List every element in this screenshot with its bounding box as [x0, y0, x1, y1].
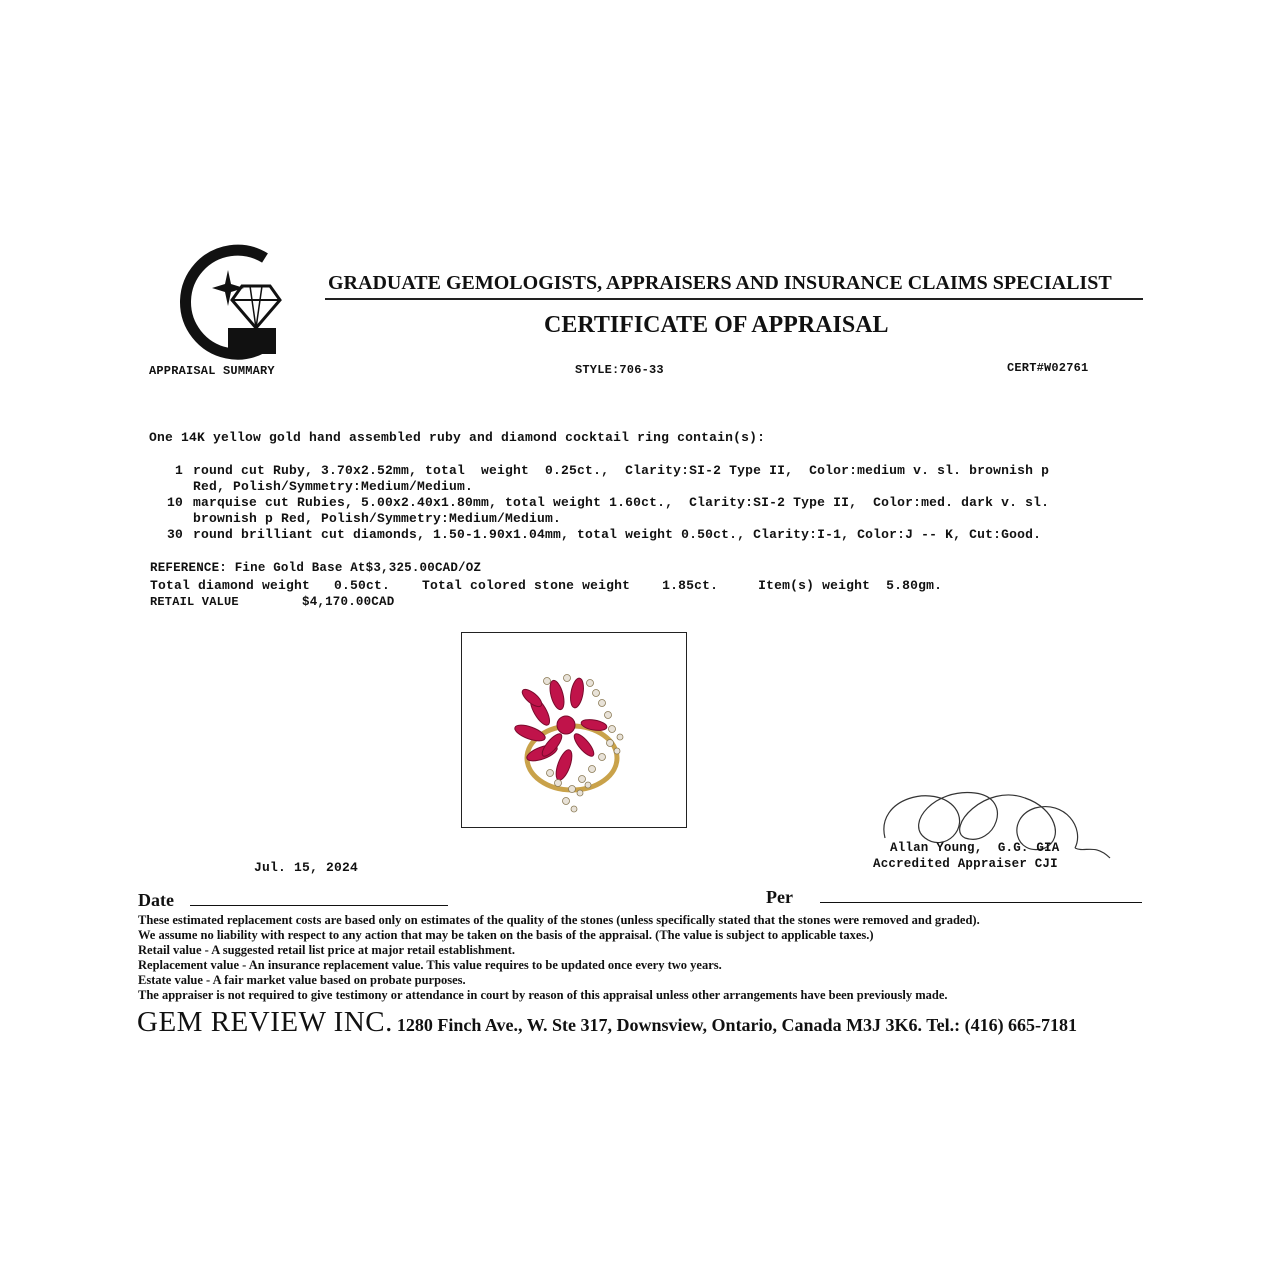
gem-g-logo-icon — [170, 240, 295, 365]
header-rule — [325, 298, 1143, 300]
date-line — [190, 905, 448, 906]
appraiser-name: Allan Young, G.G. GIA — [890, 841, 1060, 855]
legal-line: We assume no liability with respect to any action that may be taken on the basis of the appraisal. (The value is subject to applicable taxes.) — [138, 928, 874, 942]
item-line: brownish p Red, Polish/Symmetry:Medium/Medium. — [193, 511, 562, 526]
org-line: GRADUATE GEMOLOGISTS, APPRAISERS AND INSURANCE CLAIMS SPECIALIST — [328, 272, 1112, 294]
footer — [137, 1006, 1077, 1039]
item-line: round cut Ruby, 3.70x2.52mm, total weight 0.25ct., Clarity:SI-2 Type II, Color:medium v. sl. brownish p — [193, 463, 1050, 478]
reference-line: REFERENCE: Fine Gold Base At$3,325.00CAD/OZ — [150, 561, 482, 575]
item-qty: 1 — [175, 463, 184, 478]
cert-number: CERT#W02761 — [1007, 361, 1089, 375]
totals-line: Total diamond weight 0.50ct. Total colored stone weight 1.85ct. Item(s) weight 5.80gm. — [150, 578, 943, 593]
per-label: Per — [766, 887, 793, 907]
company-address: 1280 Finch Ave., W. Ste 317, Downsview, Ontario, Canada M3J 3K6. Tel.: (416) 665-7181 — [396, 1015, 1078, 1035]
company-name: GEM REVIEW INC. — [137, 1006, 393, 1038]
legal-line: These estimated replacement costs are based only on estimates of the quality of the stones (unless specifically stated that the stones were removed and graded). — [138, 913, 980, 927]
legal-line: The appraiser is not required to give testimony or attendance in court by reason of this appraisal unless other arrangements have been previously made. — [138, 988, 948, 1002]
per-line — [820, 902, 1142, 903]
legal-line: Retail value - A suggested retail list price at major retail establishment. — [138, 943, 516, 957]
style-number: STYLE:706-33 — [575, 363, 664, 377]
item-line: round brilliant cut diamonds, 1.50-1.90x1.04mm, total weight 0.50ct., Clarity:I-1, Color:J -- K, Cut:Good. — [193, 527, 1042, 542]
item-line: marquise cut Rubies, 5.00x2.40x1.80mm, total weight 1.60ct., Clarity:SI-2 Type II, Color:med. dark v. sl. — [193, 495, 1050, 510]
ring-photo — [461, 632, 687, 828]
date-label: Date — [138, 890, 174, 910]
item-qty: 10 — [167, 495, 184, 510]
retail-value: $4,170.00CAD — [302, 595, 395, 609]
appraisal-summary-label: APPRAISAL SUMMARY — [149, 364, 275, 378]
date-value: Jul. 15, 2024 — [254, 860, 359, 875]
item-qty: 30 — [167, 527, 184, 542]
company-logo — [170, 240, 295, 365]
ring-image — [462, 633, 685, 826]
retail-label: RETAIL VALUE — [150, 595, 239, 609]
item-intro: One 14K yellow gold hand assembled ruby and diamond cocktail ring contain(s): — [149, 430, 766, 445]
document-title: CERTIFICATE OF APPRAISAL — [544, 312, 889, 338]
appraiser-title: Accredited Appraiser CJI — [873, 857, 1058, 871]
legal-line: Estate value - A fair market value based on probate purposes. — [138, 973, 466, 987]
item-line: Red, Polish/Symmetry:Medium/Medium. — [193, 479, 474, 494]
legal-line: Replacement value - An insurance replacement value. This value requires to be updated once every two years. — [138, 958, 722, 972]
